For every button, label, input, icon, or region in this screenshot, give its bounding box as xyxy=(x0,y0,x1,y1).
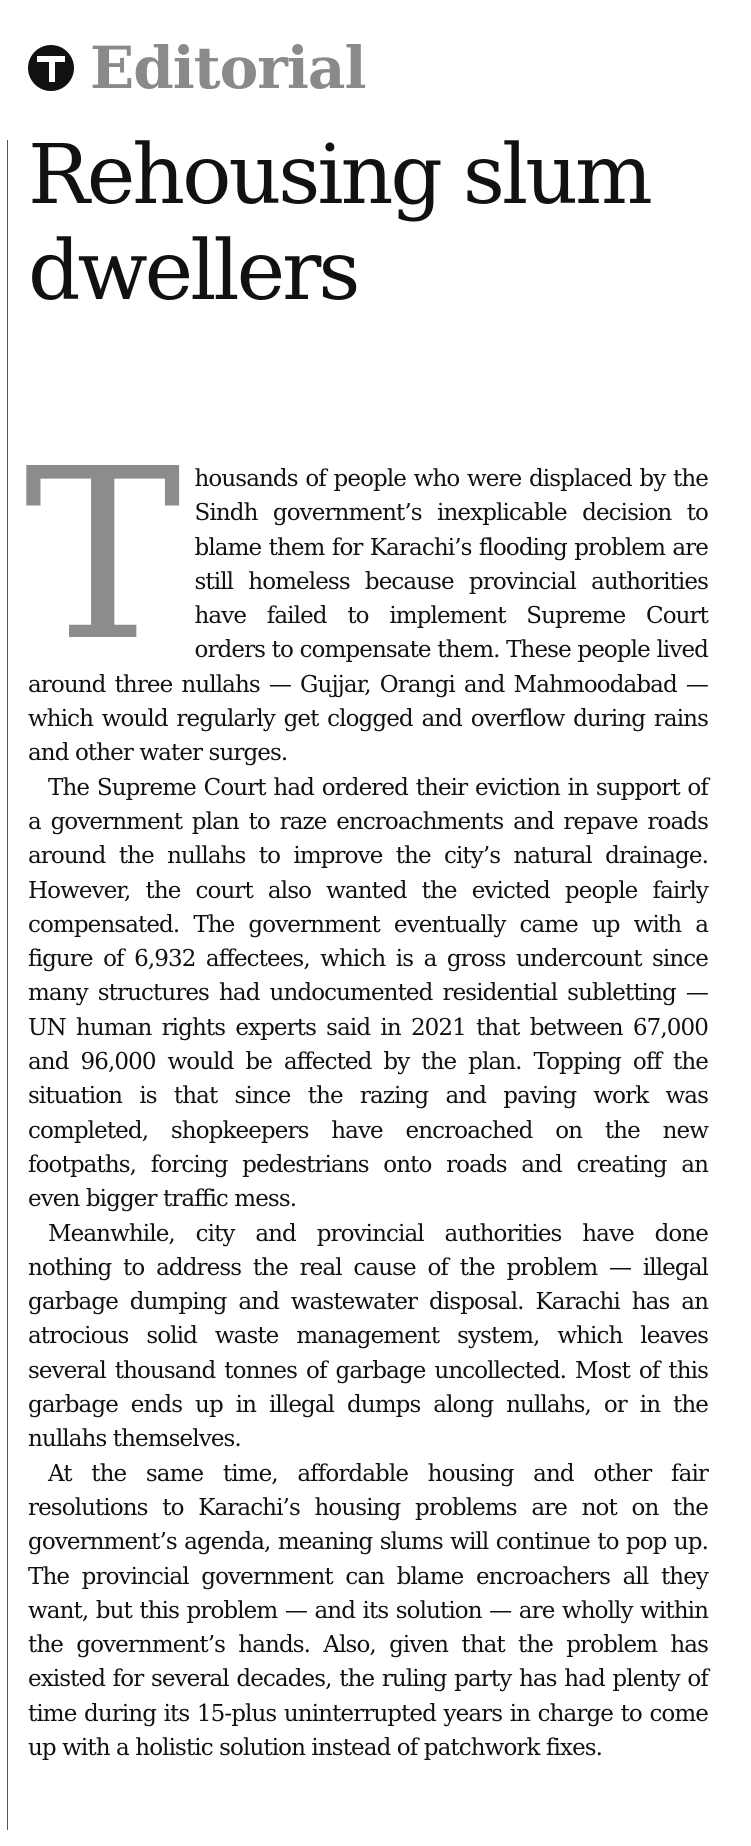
t-circle-icon xyxy=(28,45,74,91)
column-rule xyxy=(7,140,8,1830)
logo-stem xyxy=(49,60,55,82)
paragraph-2: The Supreme Court had ordered their eviction in support of a government plan to raze encroachments and repave roads around the nullahs to improve the city’s natural drainage. However, the court also wanted the evicted people fairly compensated. The government eventually came up with a figure of 6,932 affectees, which is a gross undercount since many structures had undocumented residential subletting — UN human rights experts said in 2021 that between 67,000 and 96,000 would be affected by the plan. Topping off the situation is that since the razing and paving work was completed, shopkeepers have encroached on the new footpaths, forcing pedestrians onto roads and creating an even bigger traffic mess. xyxy=(28,774,708,1213)
section-label: Editorial xyxy=(90,34,366,102)
paragraph-1-text: housands of people who were displaced by the Sindh government’s inexplicable decision to blame them for Karachi’s flooding problem are still homeless because provincial authorities have failed to implement Supreme Court orders to compensate them. These people lived around three nullahs — Gujjar, Orangi and Mahmoodabad — which would regularly get clogged and overflow during rains and other water surges. xyxy=(28,466,708,767)
paragraph-1 xyxy=(24,418,708,771)
section-header xyxy=(28,28,365,108)
paragraph-4: At the same time, affordable housing and other fair resolutions to Karachi’s housing problems are not on the government’s agenda, meaning slums will continue to pop up. The provincial government can blame encroachers all they want, but this problem — and its solution — are wholly within the government’s hands. Also, given that the problem has existed for several decades, the ruling party has had plenty of time during its 15-plus uninterrupted years in charge to come up with a holistic solution instead of patchwork fixes. xyxy=(28,1460,708,1761)
headline: Rehousing slum dwellers xyxy=(28,128,650,319)
paragraph-3: Meanwhile, city and provincial authorities have done nothing to address the real cause of the problem — illegal garbage dumping and wastewater disposal. Karachi has an atrocious solid waste management system, which leaves several thousand tonnes of garbage uncollected. Most of this garbage ends up in illegal dumps along nullahs, or in the nullahs themselves. xyxy=(28,1220,708,1453)
article-body xyxy=(24,418,708,1765)
drop-cap: T xyxy=(24,418,181,693)
